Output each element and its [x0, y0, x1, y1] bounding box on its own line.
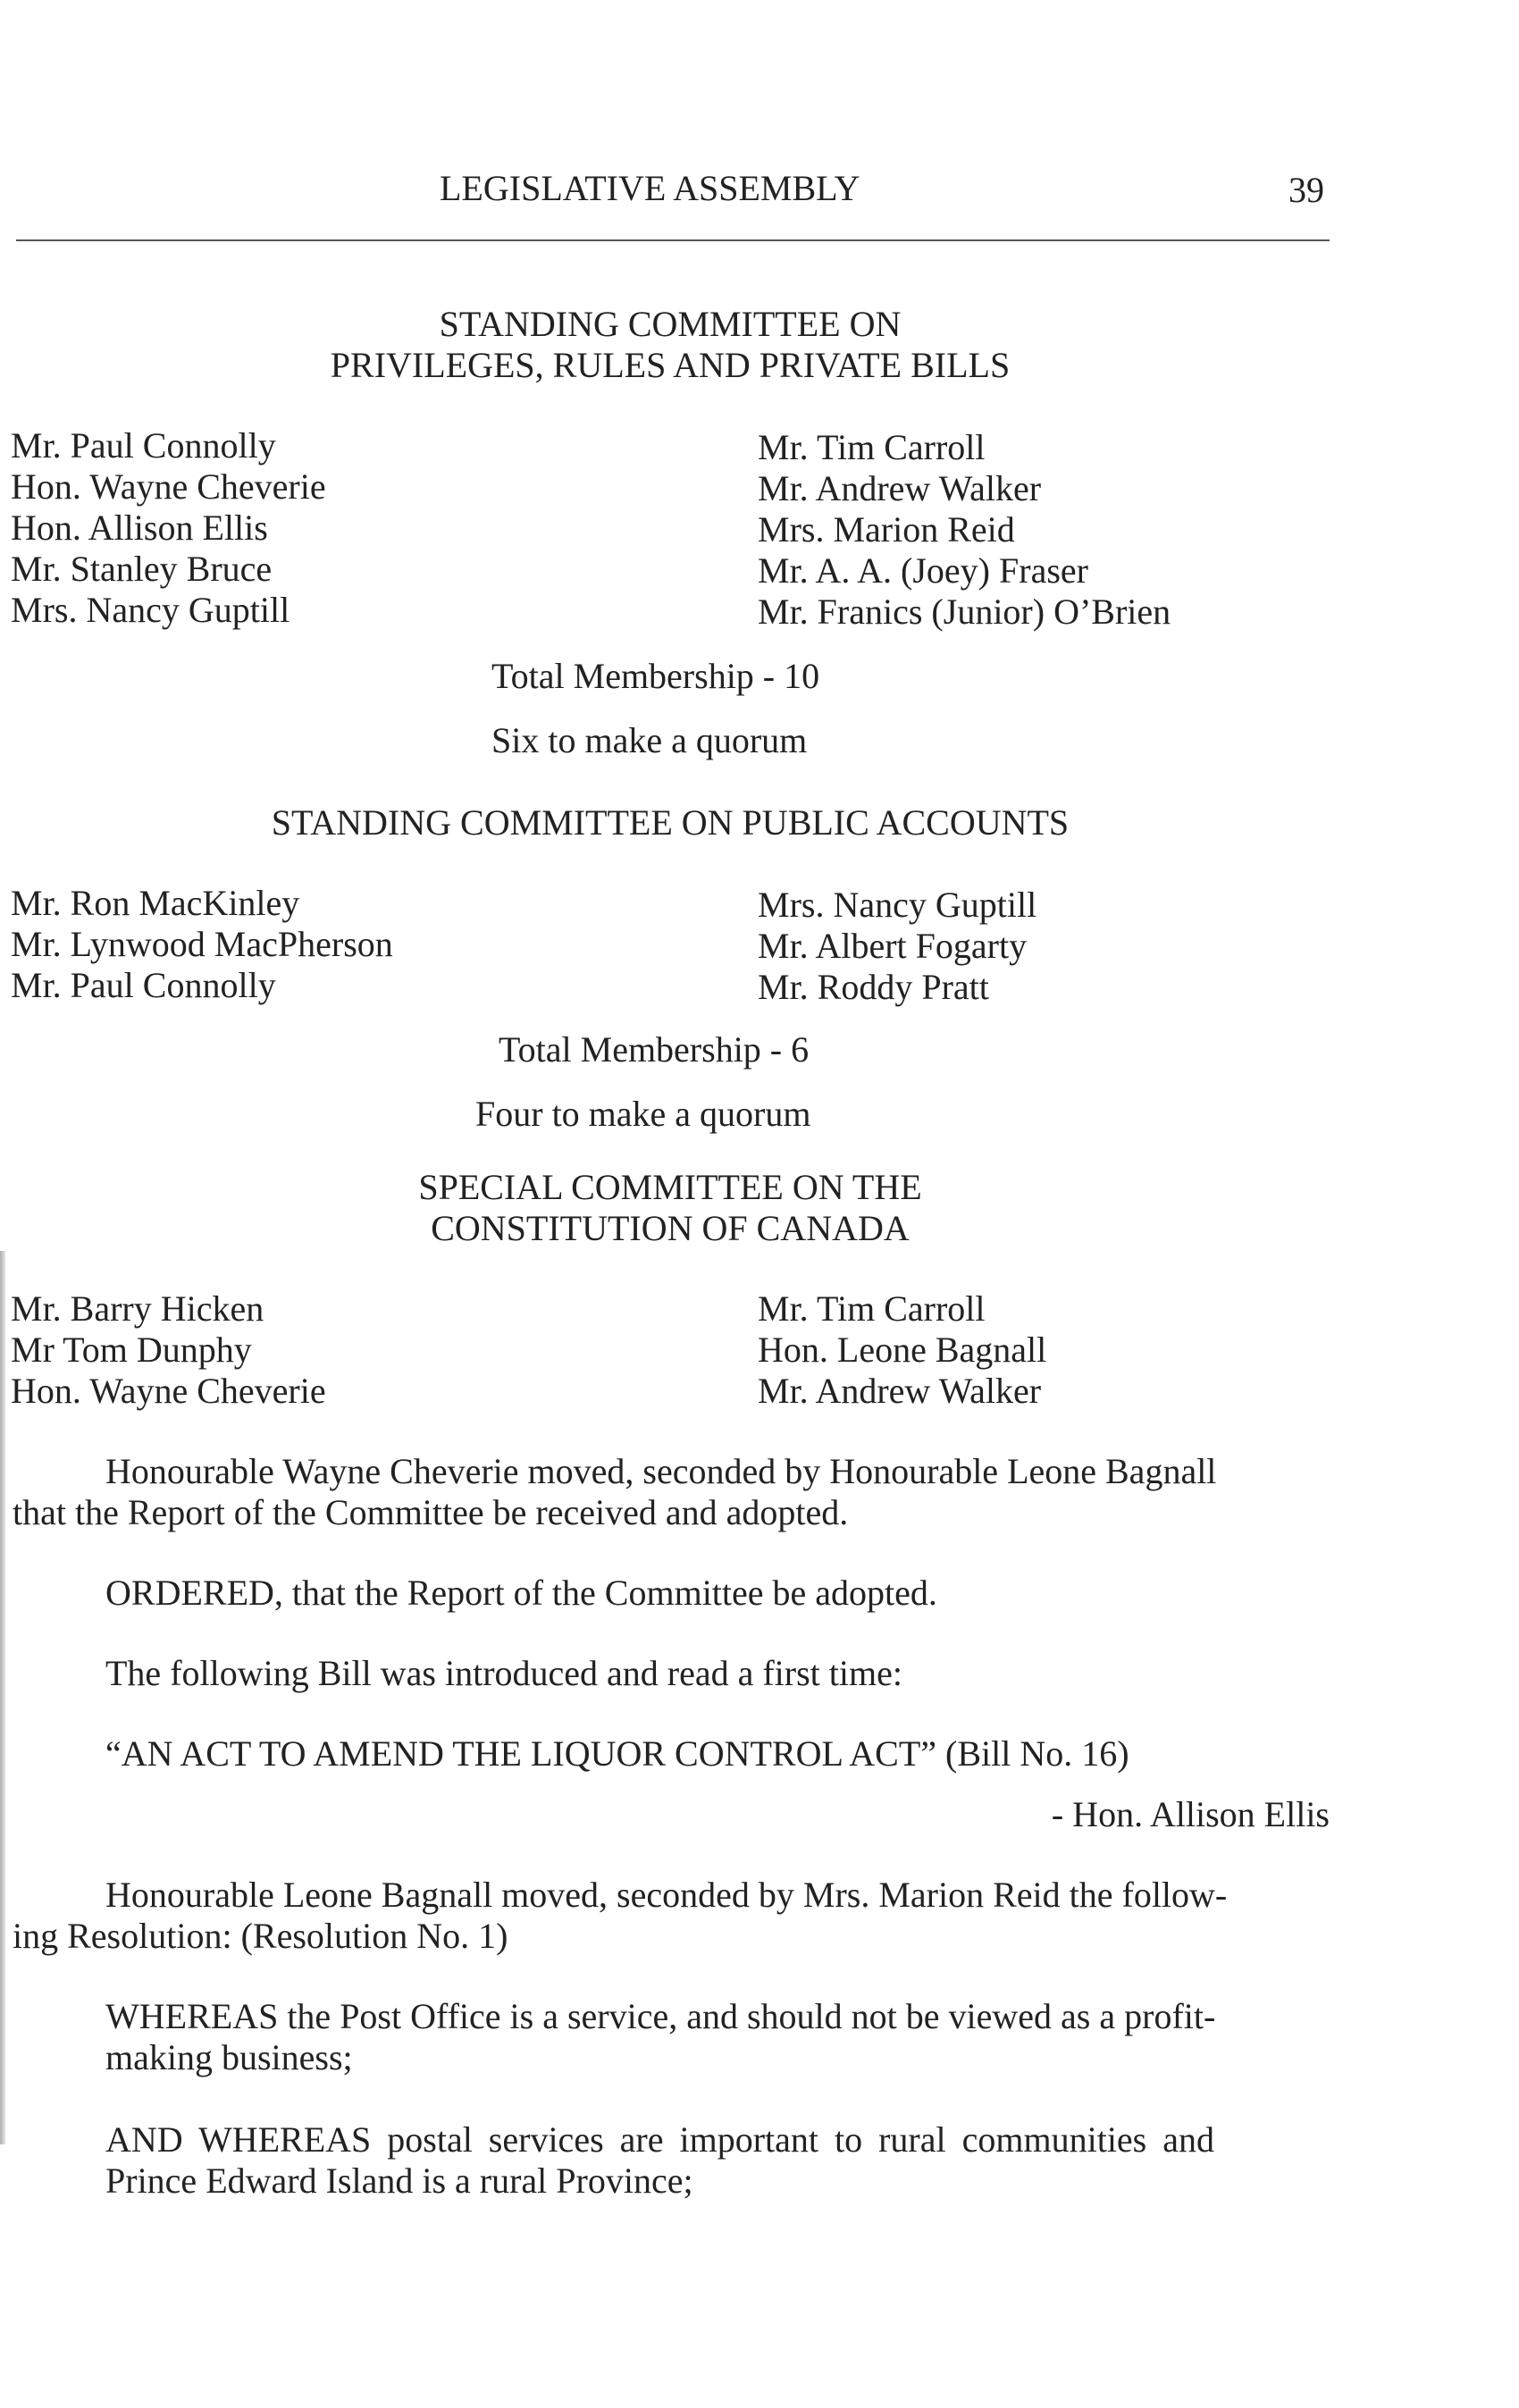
ordered-text: ORDERED, that the Report of the Committee be adopted. — [105, 1573, 937, 1613]
member-name: Mr. Tim Carroll — [758, 1288, 986, 1329]
quorum-text: Six to make a quorum — [491, 720, 808, 760]
member-name: Mrs. Nancy Guptill — [758, 885, 1037, 925]
member-name: Mrs. Nancy Guptill — [11, 590, 290, 630]
member-name: Mr. Roddy Pratt — [758, 967, 989, 1007]
motion-text: Honourable Wayne Cheverie moved, seconded by Honourable Leone Bagnall — [105, 1451, 1217, 1491]
member-name: Hon. Wayne Cheverie — [11, 1371, 326, 1411]
section-heading: CONSTITUTION OF CANADA — [431, 1208, 910, 1248]
member-name: Mr. Albert Fogarty — [758, 926, 1028, 966]
whereas-clause: making business; — [105, 2037, 353, 2077]
running-header: LEGISLATIVE ASSEMBLY — [440, 168, 860, 208]
member-name: Mr. Barry Hicken — [11, 1288, 264, 1329]
member-name: Mrs. Marion Reid — [758, 509, 1015, 550]
member-name: Mr. Stanley Bruce — [11, 549, 273, 589]
member-name: Hon. Wayne Cheverie — [11, 466, 326, 507]
member-name: Mr. Andrew Walker — [758, 468, 1042, 508]
binding-shadow — [0, 1251, 5, 2144]
header-rule — [16, 239, 1330, 241]
resolution-text: ing Resolution: (Resolution No. 1) — [13, 1916, 508, 1956]
section-heading: STANDING COMMITTEE ON PUBLIC ACCOUNTS — [271, 802, 1070, 843]
member-name: Mr. Tim Carroll — [758, 427, 986, 467]
whereas-clause: Prince Edward Island is a rural Province; — [105, 2160, 693, 2201]
whereas-clause: WHEREAS the Post Office is a service, and should not be viewed as a profit- — [105, 1996, 1216, 2036]
member-name: Hon. Leone Bagnall — [758, 1330, 1047, 1370]
section-heading: STANDING COMMITTEE ON — [439, 304, 902, 344]
total-membership: Total Membership - 10 — [491, 656, 820, 696]
total-membership: Total Membership - 6 — [499, 1029, 810, 1070]
resolution-text: Honourable Leone Bagnall moved, seconded by Mrs. Marion Reid the follow- — [105, 1875, 1228, 1915]
bill-title: “AN ACT TO AMEND THE LIQUOR CONTROL ACT” (Bill No. 16) — [105, 1733, 1129, 1774]
whereas-clause: AND WHEREAS postal services are important to rural communities and — [105, 2119, 1215, 2160]
member-name: Mr. Paul Connolly — [11, 425, 276, 466]
section-heading: PRIVILEGES, RULES AND PRIVATE BILLS — [330, 345, 1011, 385]
page-number: 39 — [1288, 170, 1324, 210]
member-name: Mr. Franics (Junior) O’Brien — [758, 592, 1171, 632]
bill-intro-text: The following Bill was introduced and read a first time: — [105, 1653, 902, 1693]
member-name: Mr. A. A. (Joey) Fraser — [758, 550, 1088, 591]
motion-text: that the Report of the Committee be received and adopted. — [13, 1492, 849, 1532]
member-name: Mr. Lynwood MacPherson — [11, 924, 393, 964]
bill-sponsor: - Hon. Allison Ellis — [1051, 1794, 1330, 1834]
member-name: Mr Tom Dunphy — [11, 1330, 252, 1370]
section-heading: SPECIAL COMMITTEE ON THE — [418, 1167, 922, 1207]
member-name: Hon. Allison Ellis — [11, 508, 268, 548]
member-name: Mr. Paul Connolly — [11, 965, 276, 1005]
quorum-text: Four to make a quorum — [475, 1094, 811, 1134]
member-name: Mr. Andrew Walker — [758, 1371, 1042, 1411]
member-name: Mr. Ron MacKinley — [11, 883, 300, 923]
